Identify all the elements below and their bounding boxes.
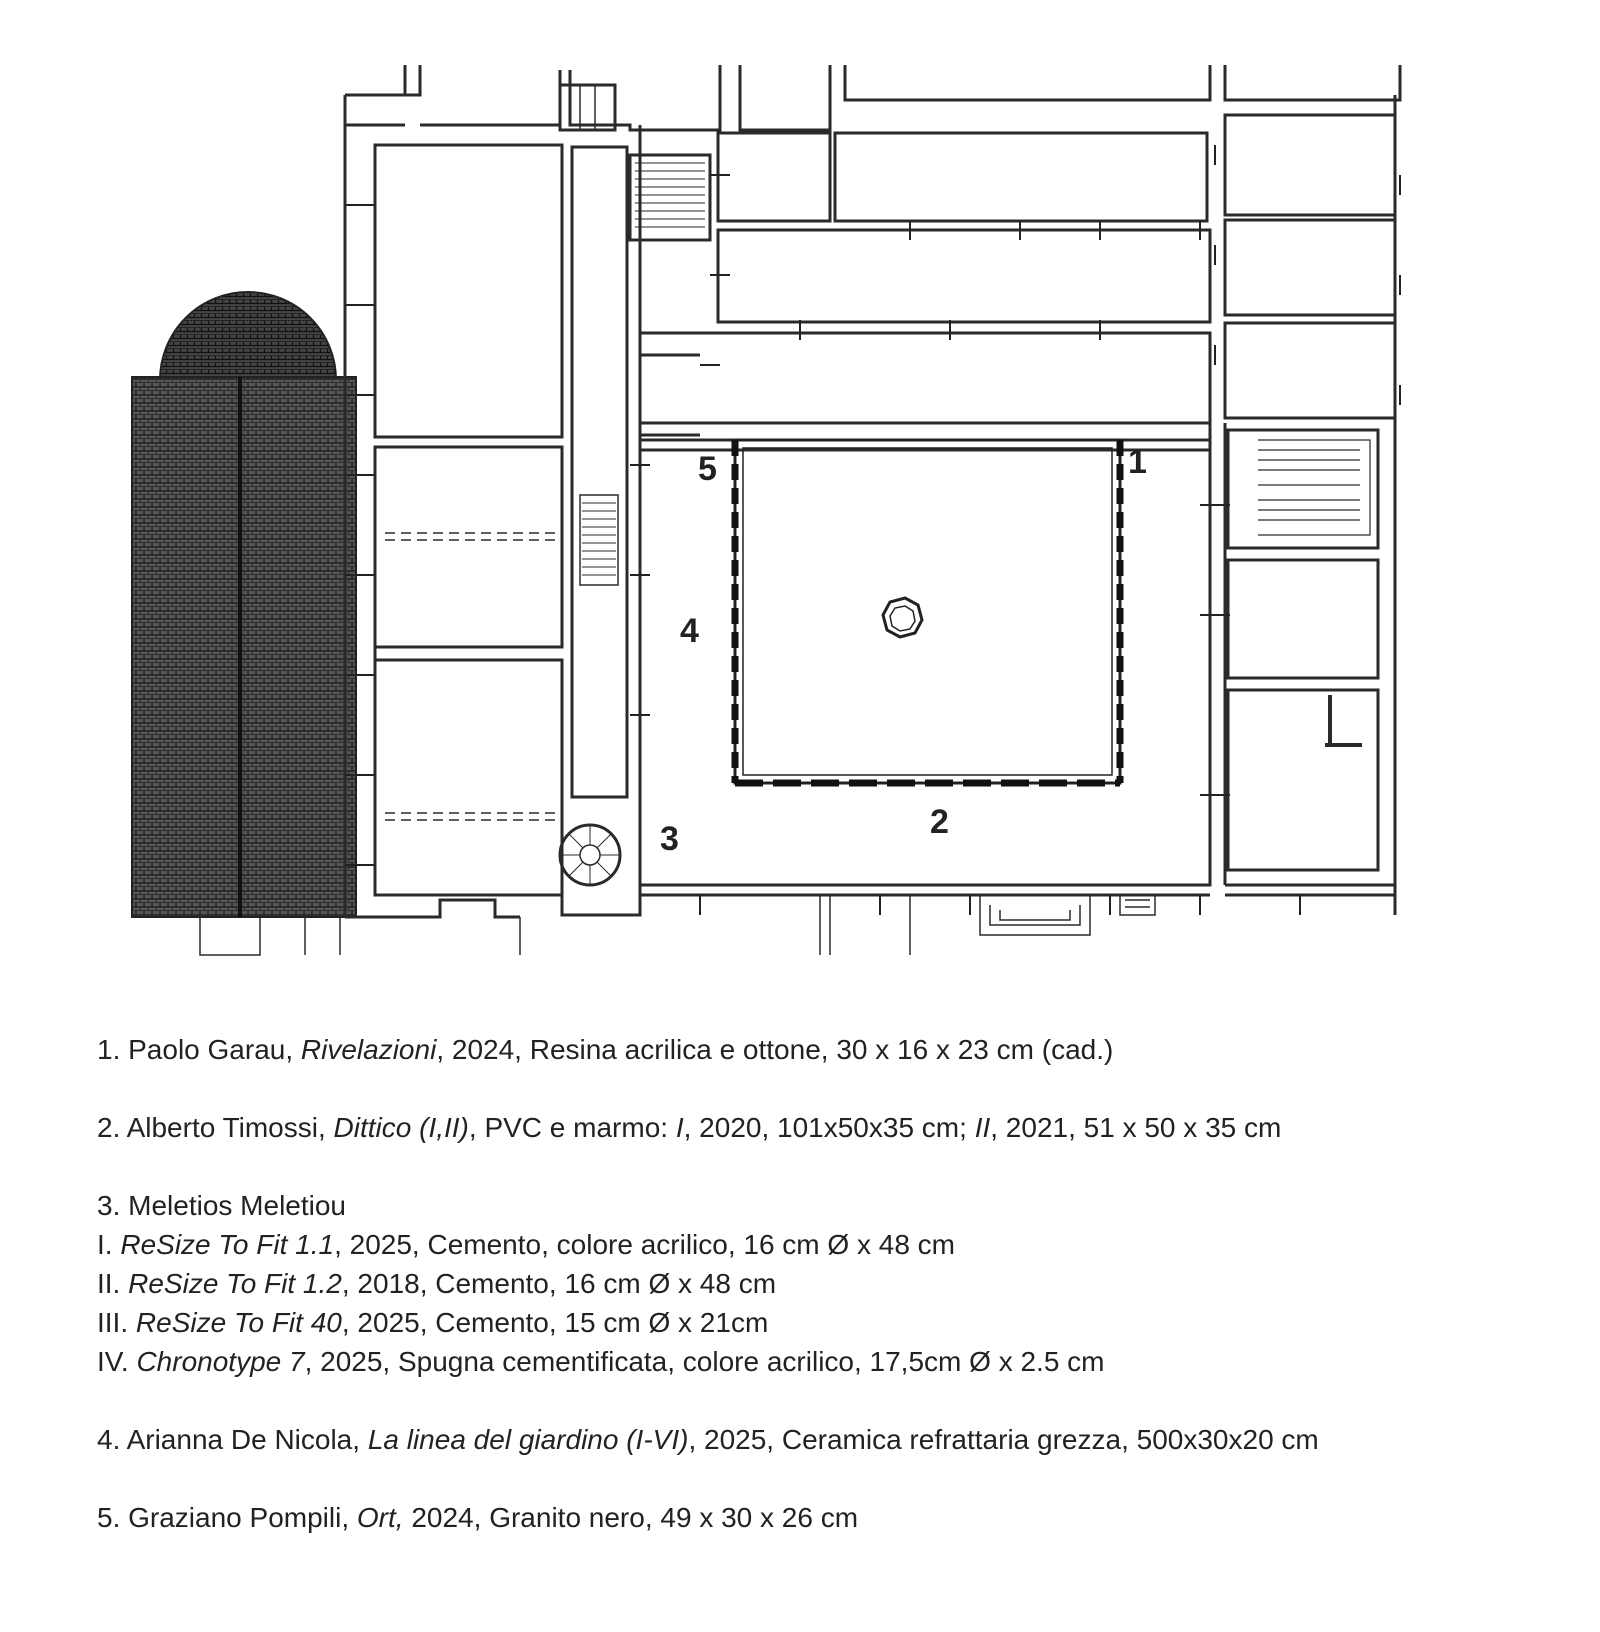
artwork-title: Ort, (356, 1502, 404, 1533)
plan-label-1: 1 (1128, 443, 1147, 481)
artwork-title: La linea del giardino (I-VI) (367, 1424, 689, 1455)
work-line (97, 1264, 1557, 1303)
plan-label-5: 5 (698, 450, 717, 488)
artwork-details: , 2025, Cemento, 15 cm Ø x 21cm (341, 1307, 769, 1338)
artwork-details: 2024, Granito nero, 49 x 30 x 26 cm (403, 1502, 859, 1533)
artist-name: 2. Alberto Timossi, (97, 1112, 334, 1143)
artwork-details: , PVC e marmo: (468, 1112, 676, 1143)
artist-name: 1. Paolo Garau, (97, 1034, 301, 1065)
artwork-details: , 2025, Cemento, colore acrilico, 16 cm Ø x 48 cm (334, 1229, 955, 1260)
artwork-details: , 2020, 101x50x35 cm; (683, 1112, 975, 1143)
legend-entry-2 (97, 1108, 1557, 1147)
artwork-title: ReSize To Fit 40 (135, 1307, 342, 1338)
plan-label-4: 4 (680, 612, 699, 650)
legend-entry-5 (97, 1498, 1557, 1537)
artwork-legend (97, 1030, 1557, 1576)
plan-label-2: 2 (930, 803, 949, 841)
artwork-details: , 2024, Resina acrilica e ottone, 30 x 16 x 23 cm (cad.) (436, 1034, 1114, 1065)
artwork-details: , 2018, Cemento, 16 cm Ø x 48 cm (341, 1268, 777, 1299)
legend-entry-4 (97, 1420, 1557, 1459)
artwork-title: ReSize To Fit 1.1 (120, 1229, 335, 1260)
artwork-title: Rivelazioni (300, 1034, 437, 1065)
work-number: II. (97, 1268, 129, 1299)
tiled-roof (132, 292, 356, 917)
artwork-title: Chronotype 7 (136, 1346, 305, 1377)
artist-name: 4. Arianna De Nicola, (97, 1424, 368, 1455)
artist-name: 5. Graziano Pompili, (97, 1502, 357, 1533)
building-walls (200, 65, 1400, 955)
legend-entry-1 (97, 1030, 1557, 1069)
work-line (97, 1303, 1557, 1342)
work-number: IV. (97, 1346, 137, 1377)
work-line (97, 1225, 1557, 1264)
artwork-details: , 2025, Ceramica refrattaria grezza, 500x30x20 cm (688, 1424, 1319, 1455)
artist-name: 3. Meletios Meletiou (97, 1190, 347, 1221)
artwork-details: , 2025, Spugna cementificata, colore acrilico, 17,5cm Ø x 2.5 cm (304, 1346, 1105, 1377)
work-line (97, 1342, 1557, 1381)
floor-plan (100, 55, 1520, 1015)
work-number: III. (97, 1307, 136, 1338)
artwork-title: Dittico (I,II) (333, 1112, 469, 1143)
artwork-title: ReSize To Fit 1.2 (128, 1268, 342, 1299)
work-number: I. (97, 1229, 121, 1260)
artwork-part-title: I (675, 1112, 684, 1143)
plan-label-3: 3 (660, 820, 679, 858)
artwork-details: , 2021, 51 x 50 x 35 cm (990, 1112, 1282, 1143)
courtyard (735, 440, 1120, 783)
wall-openings (345, 145, 1400, 915)
legend-entry-3 (97, 1186, 1557, 1381)
artwork-part-title: II (974, 1112, 991, 1143)
